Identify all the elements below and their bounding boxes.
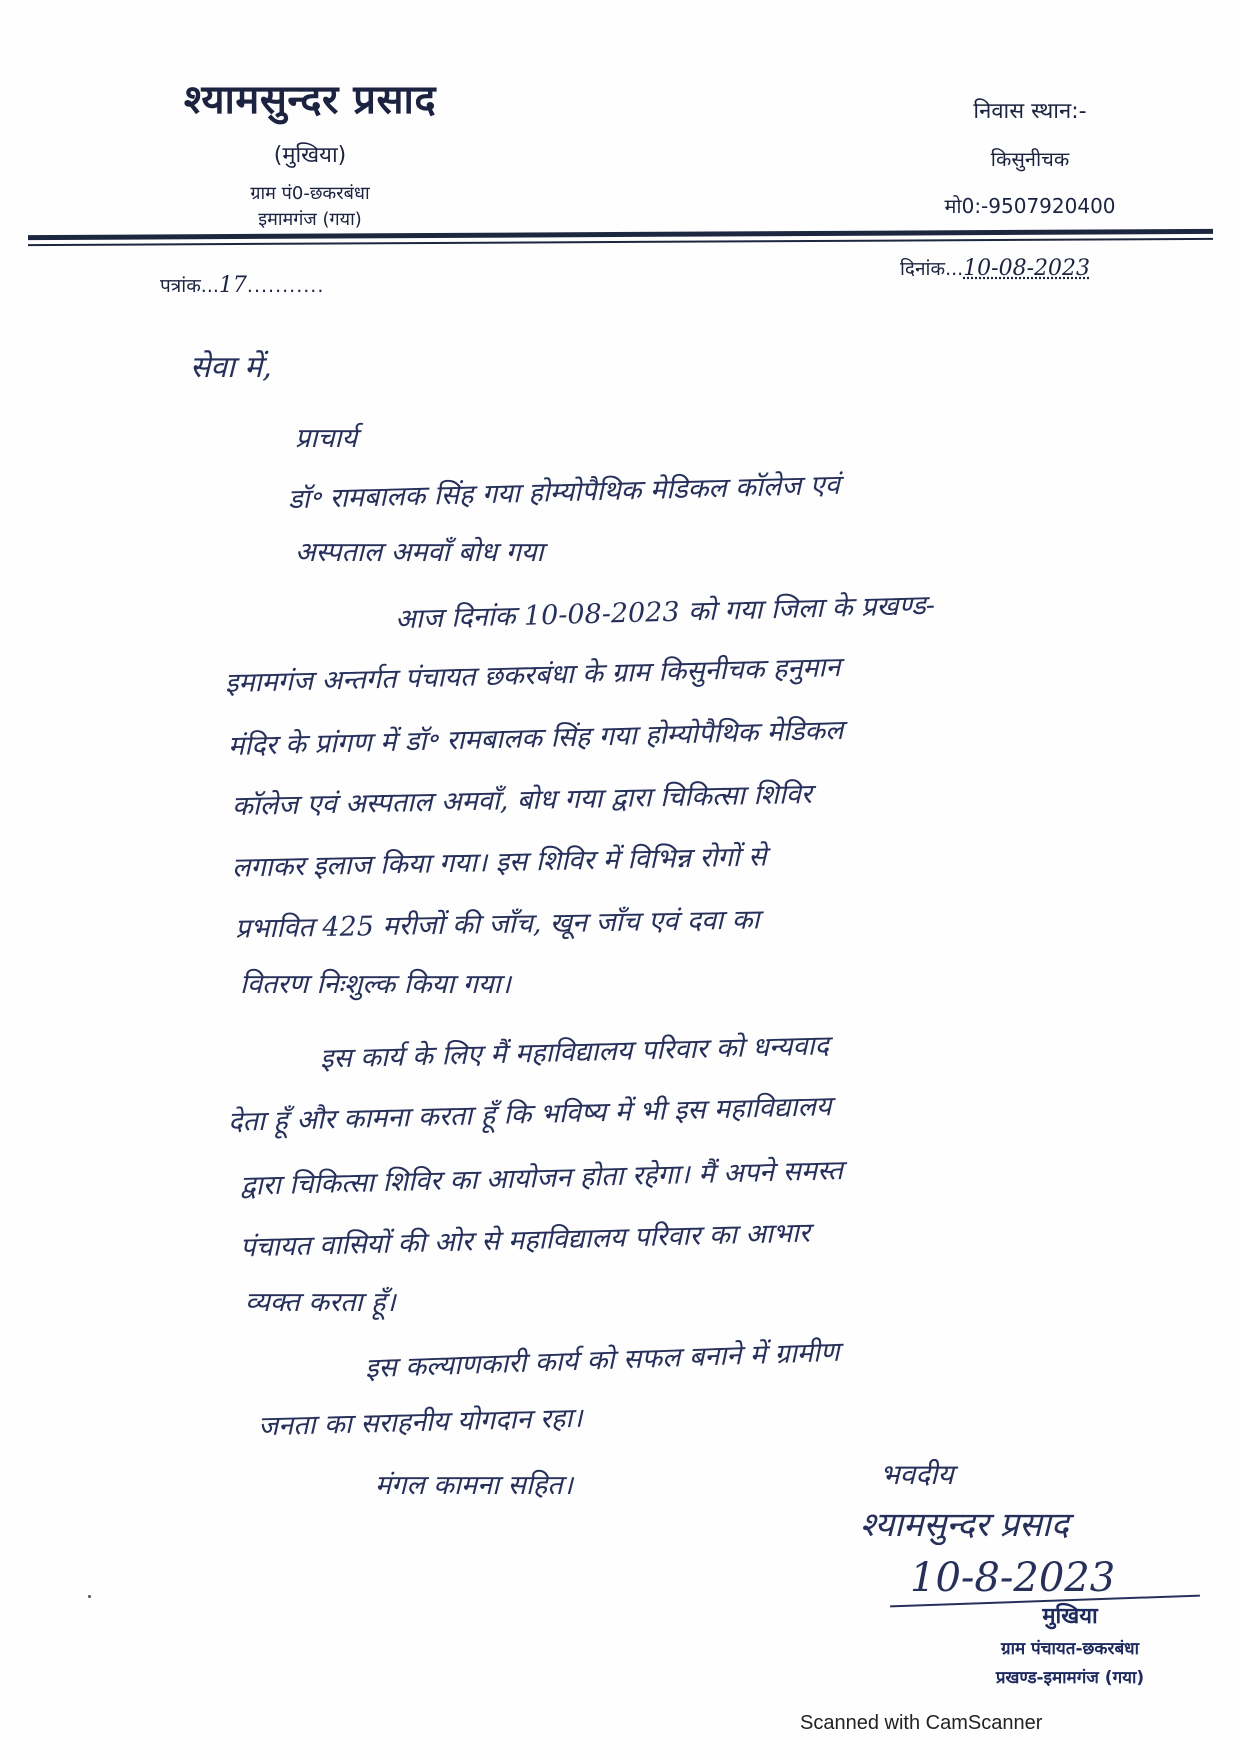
paragraph-1-line: इमामगंज अन्तर्गत पंचायत छकरबंधा के ग्राम किसुनीचक हनुमान: [224, 651, 841, 700]
recipient-line-2: अस्पताल अमवाँ बोध गया: [295, 537, 544, 568]
address-line-1: ग्राम पं0-छकरबंधा: [250, 183, 370, 204]
letterhead-left: [100, 70, 520, 233]
scan-speck: [88, 1595, 91, 1598]
stamp-line-2: प्रखण्ड-इमामगंज (गया): [995, 1668, 1145, 1688]
signature-name: श्यामसुन्दर प्रसाद: [860, 1505, 1069, 1545]
residence-village: किसुनीचक: [990, 147, 1070, 171]
address-line-2: इमामगंज (गया): [258, 209, 362, 230]
recipient-line-1: डॉ॰ रामबालक सिंह गया होम्योपैथिक मेडिकल कॉलेज एवं: [287, 469, 841, 516]
paragraph-1-line: आज दिनांक 10-08-2023 को गया जिला के प्रखण्ड-: [394, 589, 936, 636]
date-value: 10-08-2023: [963, 256, 1091, 281]
paragraph-3-line: इस कल्याणकारी कार्य को सफल बनाने में ग्रामीण: [364, 1336, 840, 1385]
signature-closing: भवदीय: [880, 1458, 954, 1491]
reference-value: 17: [218, 273, 247, 298]
paragraph-1-line: प्रभावित 425 मरीजों की जाँच, खून जाँच एवं दवा का: [234, 904, 760, 945]
paragraph-2-line: इस कार्य के लिए मैं महाविद्यालय परिवार को धन्यवाद: [319, 1030, 830, 1075]
date-label: दिनांक...: [900, 258, 964, 280]
stamp-title: मुखिया: [1042, 1604, 1098, 1629]
residence-label: निवास स्थान:-: [973, 99, 1087, 124]
reference-number: [160, 272, 324, 298]
official-stamp: [920, 1600, 1220, 1688]
paragraph-2-line: पंचायत वासियों की ओर से महाविद्यालय परिवार का आभार: [239, 1217, 811, 1264]
paragraph-2-line: द्वारा चिकित्सा शिविर का आयोजन होता रहेगा। मैं अपने समस्त: [239, 1155, 844, 1202]
letterhead-address: [100, 181, 520, 233]
paragraph-2-line: व्यक्त करता हूँ।: [245, 1287, 396, 1318]
paragraph-1-line: लगाकर इलाज किया गया। इस शिविर में विभिन्न रोगों से: [231, 841, 767, 884]
signature-date: 10-8-2023: [910, 1555, 1116, 1601]
letterhead-right: [880, 95, 1180, 219]
letter-date: [900, 255, 1090, 281]
paragraph-1-line: मंदिर के प्रांगण में डॉ॰ रामबालक सिंह गया होम्योपैथिक मेडिकल: [227, 714, 844, 763]
mobile-number: मो0:-9507920400: [944, 194, 1116, 218]
closing-wish: मंगल कामना सहित।: [375, 1470, 573, 1501]
letterhead-role: (मुखिया): [273, 143, 347, 168]
paragraph-1-line: कॉलेज एवं अस्पताल अमवाँ, बोध गया द्वारा चिकित्सा शिविर: [231, 778, 813, 823]
salutation: सेवा में,: [190, 350, 272, 385]
paragraph-1-line: वितरण निःशुल्क किया गया।: [240, 969, 511, 1000]
reference-dots: ...........: [246, 275, 325, 297]
reference-label: पत्रांक...: [160, 275, 219, 297]
letterhead-name: श्यामसुन्दर प्रसाद: [183, 77, 437, 123]
camscanner-watermark: Scanned with CamScanner: [800, 1712, 1043, 1734]
paragraph-3-line: जनता का सराहनीय योगदान रहा।: [257, 1402, 583, 1443]
stamp-line-1: ग्राम पंचायत-छकरबंधा: [1000, 1639, 1140, 1659]
paragraph-2-line: देता हूँ और कामना करता हूँ कि भविष्य में भी इस महाविद्यालय: [227, 1091, 832, 1138]
recipient-title: प्राचार्य: [295, 423, 358, 454]
